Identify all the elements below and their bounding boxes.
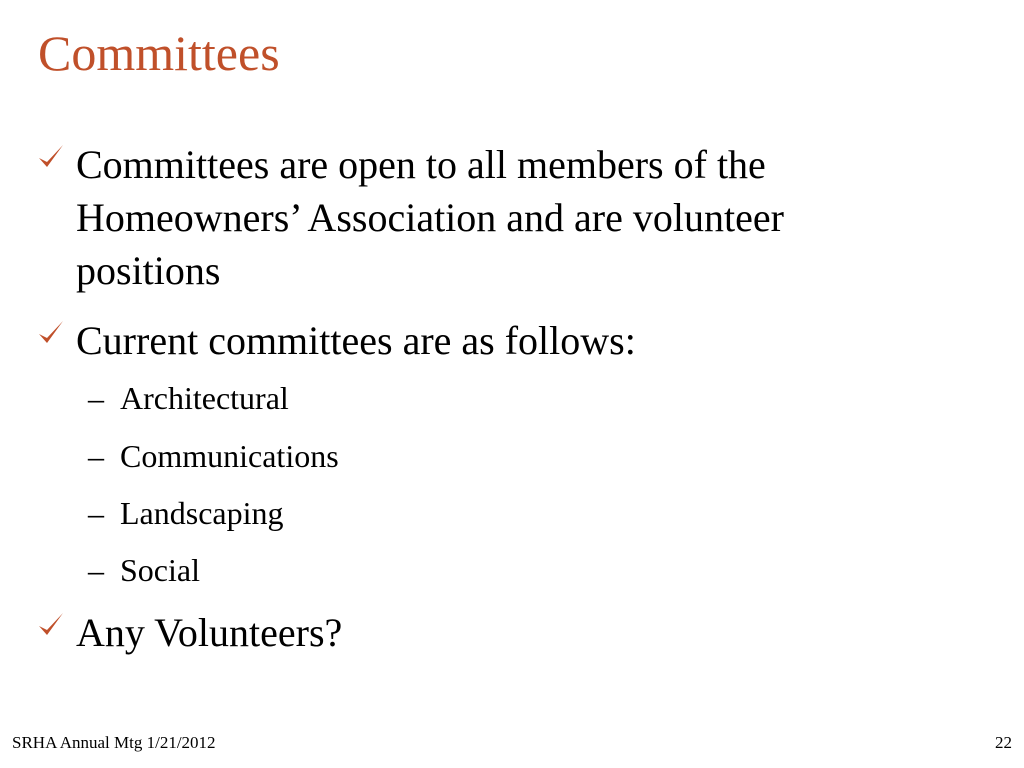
sub-bullet-text: Communications (120, 438, 339, 474)
checkmark-icon (36, 142, 66, 172)
bullet-text: Current committees are as follows: (76, 318, 636, 363)
dash-marker: – (88, 495, 104, 531)
page-number: 22 (995, 733, 1012, 752)
checkmark-icon (36, 610, 66, 640)
slide-title: Committees (38, 25, 280, 81)
sub-bullet-text: Landscaping (120, 495, 284, 531)
bullet-text: Any Volunteers? (76, 610, 343, 655)
sub-bullet-item (88, 436, 339, 476)
dash-marker: – (88, 438, 104, 474)
checkmark-icon (36, 318, 66, 348)
sub-bullet-item (88, 550, 200, 590)
dash-marker: – (88, 380, 104, 416)
sub-bullet-item (88, 378, 289, 418)
sub-bullet-text: Architectural (120, 380, 289, 416)
sub-bullet-text: Social (120, 552, 200, 588)
dash-marker: – (88, 552, 104, 588)
sub-bullet-item (88, 493, 284, 533)
bullet-text: Committees are open to all members of the Homeowners’ Association and are volunteer positions (76, 142, 784, 293)
footer-meeting-label: SRHA Annual Mtg 1/21/2012 (12, 733, 216, 752)
